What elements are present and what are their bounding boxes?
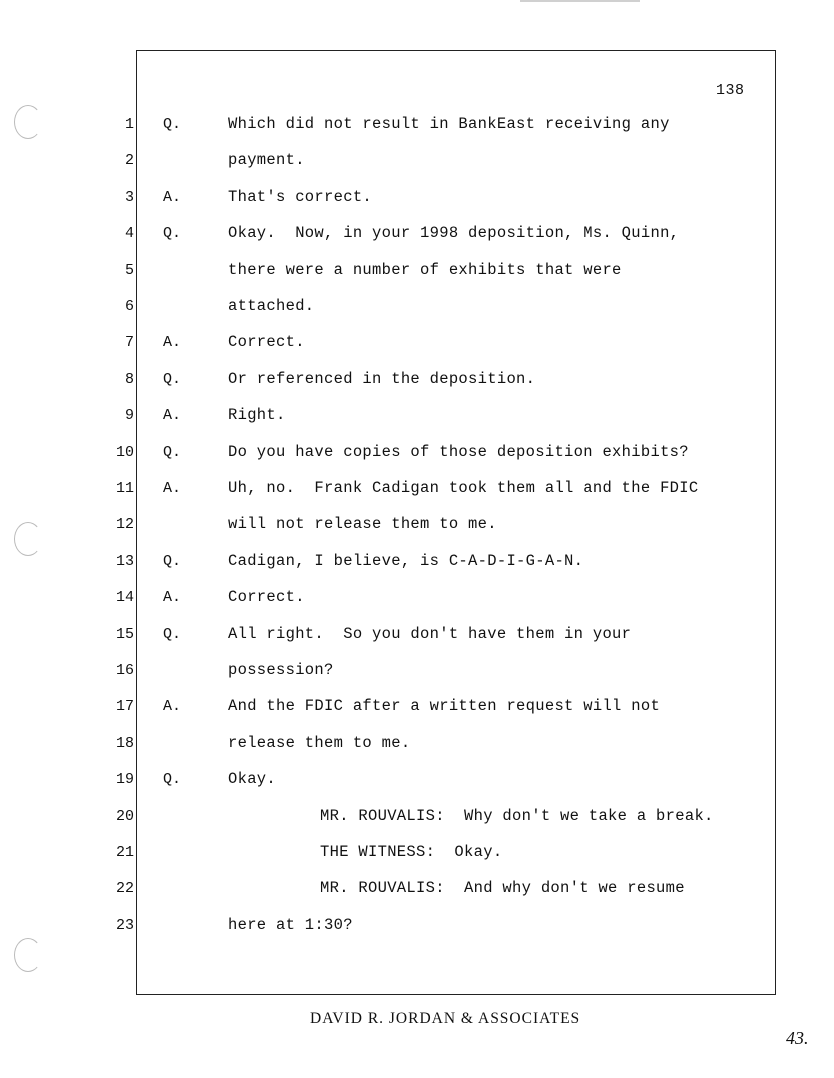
speaker-label: A. bbox=[163, 480, 182, 497]
line-number: 17 bbox=[115, 698, 134, 715]
punch-hole-middle bbox=[14, 522, 42, 556]
transcript-line-text: Cadigan, I believe, is C-A-D-I-G-A-N. bbox=[228, 552, 584, 570]
line-number: 11 bbox=[115, 480, 134, 497]
line-number: 18 bbox=[115, 735, 134, 752]
speaker-label: Q. bbox=[163, 553, 182, 570]
transcript-line-text: MR. ROUVALIS: And why don't we resume bbox=[320, 879, 685, 897]
transcript-line-text: MR. ROUVALIS: Why don't we take a break. bbox=[320, 807, 714, 825]
speaker-label: A. bbox=[163, 589, 182, 606]
speaker-label: Q. bbox=[163, 225, 182, 242]
line-number: 13 bbox=[115, 553, 134, 570]
line-number: 23 bbox=[115, 917, 134, 934]
transcript-line-text: THE WITNESS: Okay. bbox=[320, 843, 503, 861]
transcript-line-text: And the FDIC after a written request will not bbox=[228, 697, 661, 715]
transcript-line-text: release them to me. bbox=[228, 734, 411, 752]
line-number: 14 bbox=[115, 589, 134, 606]
reporter-footer: DAVID R. JORDAN & ASSOCIATES bbox=[310, 1010, 581, 1027]
line-number: 16 bbox=[115, 662, 134, 679]
transcript-line-text: here at 1:30? bbox=[228, 916, 353, 934]
transcript-line-text: Okay. Now, in your 1998 deposition, Ms. Quinn, bbox=[228, 224, 680, 242]
punch-hole-top bbox=[14, 105, 42, 139]
transcript-line-text: attached. bbox=[228, 297, 315, 315]
line-number: 8 bbox=[124, 371, 134, 388]
line-number: 20 bbox=[115, 808, 134, 825]
transcript-line-text: Correct. bbox=[228, 588, 305, 606]
punch-hole-bottom bbox=[14, 938, 42, 972]
transcript-line-text: Uh, no. Frank Cadigan took them all and the FDIC bbox=[228, 479, 699, 497]
transcript-line-text: That's correct. bbox=[228, 188, 373, 206]
transcript-line-text: Okay. bbox=[228, 770, 277, 788]
line-number: 7 bbox=[124, 334, 134, 351]
line-number: 6 bbox=[124, 298, 134, 315]
line-number: 9 bbox=[124, 407, 134, 424]
line-number: 15 bbox=[115, 626, 134, 643]
line-number: 2 bbox=[124, 152, 134, 169]
line-number: 19 bbox=[115, 771, 134, 788]
transcript-line-text: Which did not result in BankEast receiving any bbox=[228, 115, 670, 133]
transcript-line-text: there were a number of exhibits that were bbox=[228, 261, 622, 279]
speaker-label: Q. bbox=[163, 626, 182, 643]
corner-mark: 43. bbox=[786, 1028, 809, 1048]
transcript-line-text: All right. So you don't have them in your bbox=[228, 625, 632, 643]
transcript-line-text: payment. bbox=[228, 151, 305, 169]
speaker-label: A. bbox=[163, 698, 182, 715]
line-number: 12 bbox=[115, 516, 134, 533]
transcript-line-text: Correct. bbox=[228, 333, 305, 351]
speaker-label: Q. bbox=[163, 371, 182, 388]
line-number: 22 bbox=[115, 880, 134, 897]
line-number: 5 bbox=[124, 262, 134, 279]
speaker-label: A. bbox=[163, 407, 182, 424]
speaker-label: Q. bbox=[163, 116, 182, 133]
transcript-line-text: Do you have copies of those deposition exhibits? bbox=[228, 443, 689, 461]
speaker-label: A. bbox=[163, 189, 182, 206]
scan-artifact bbox=[520, 0, 640, 2]
transcript-line-text: Right. bbox=[228, 406, 286, 424]
line-number: 1 bbox=[124, 116, 134, 133]
speaker-label: Q. bbox=[163, 444, 182, 461]
line-number: 10 bbox=[115, 444, 134, 461]
line-number: 21 bbox=[115, 844, 134, 861]
transcript-line-text: Or referenced in the deposition. bbox=[228, 370, 536, 388]
page-number: 138 bbox=[716, 82, 745, 99]
transcript-line-text: will not release them to me. bbox=[228, 515, 497, 533]
speaker-label: A. bbox=[163, 334, 182, 351]
speaker-label: Q. bbox=[163, 771, 182, 788]
transcript-line-text: possession? bbox=[228, 661, 334, 679]
line-number: 3 bbox=[124, 189, 134, 206]
line-number: 4 bbox=[124, 225, 134, 242]
